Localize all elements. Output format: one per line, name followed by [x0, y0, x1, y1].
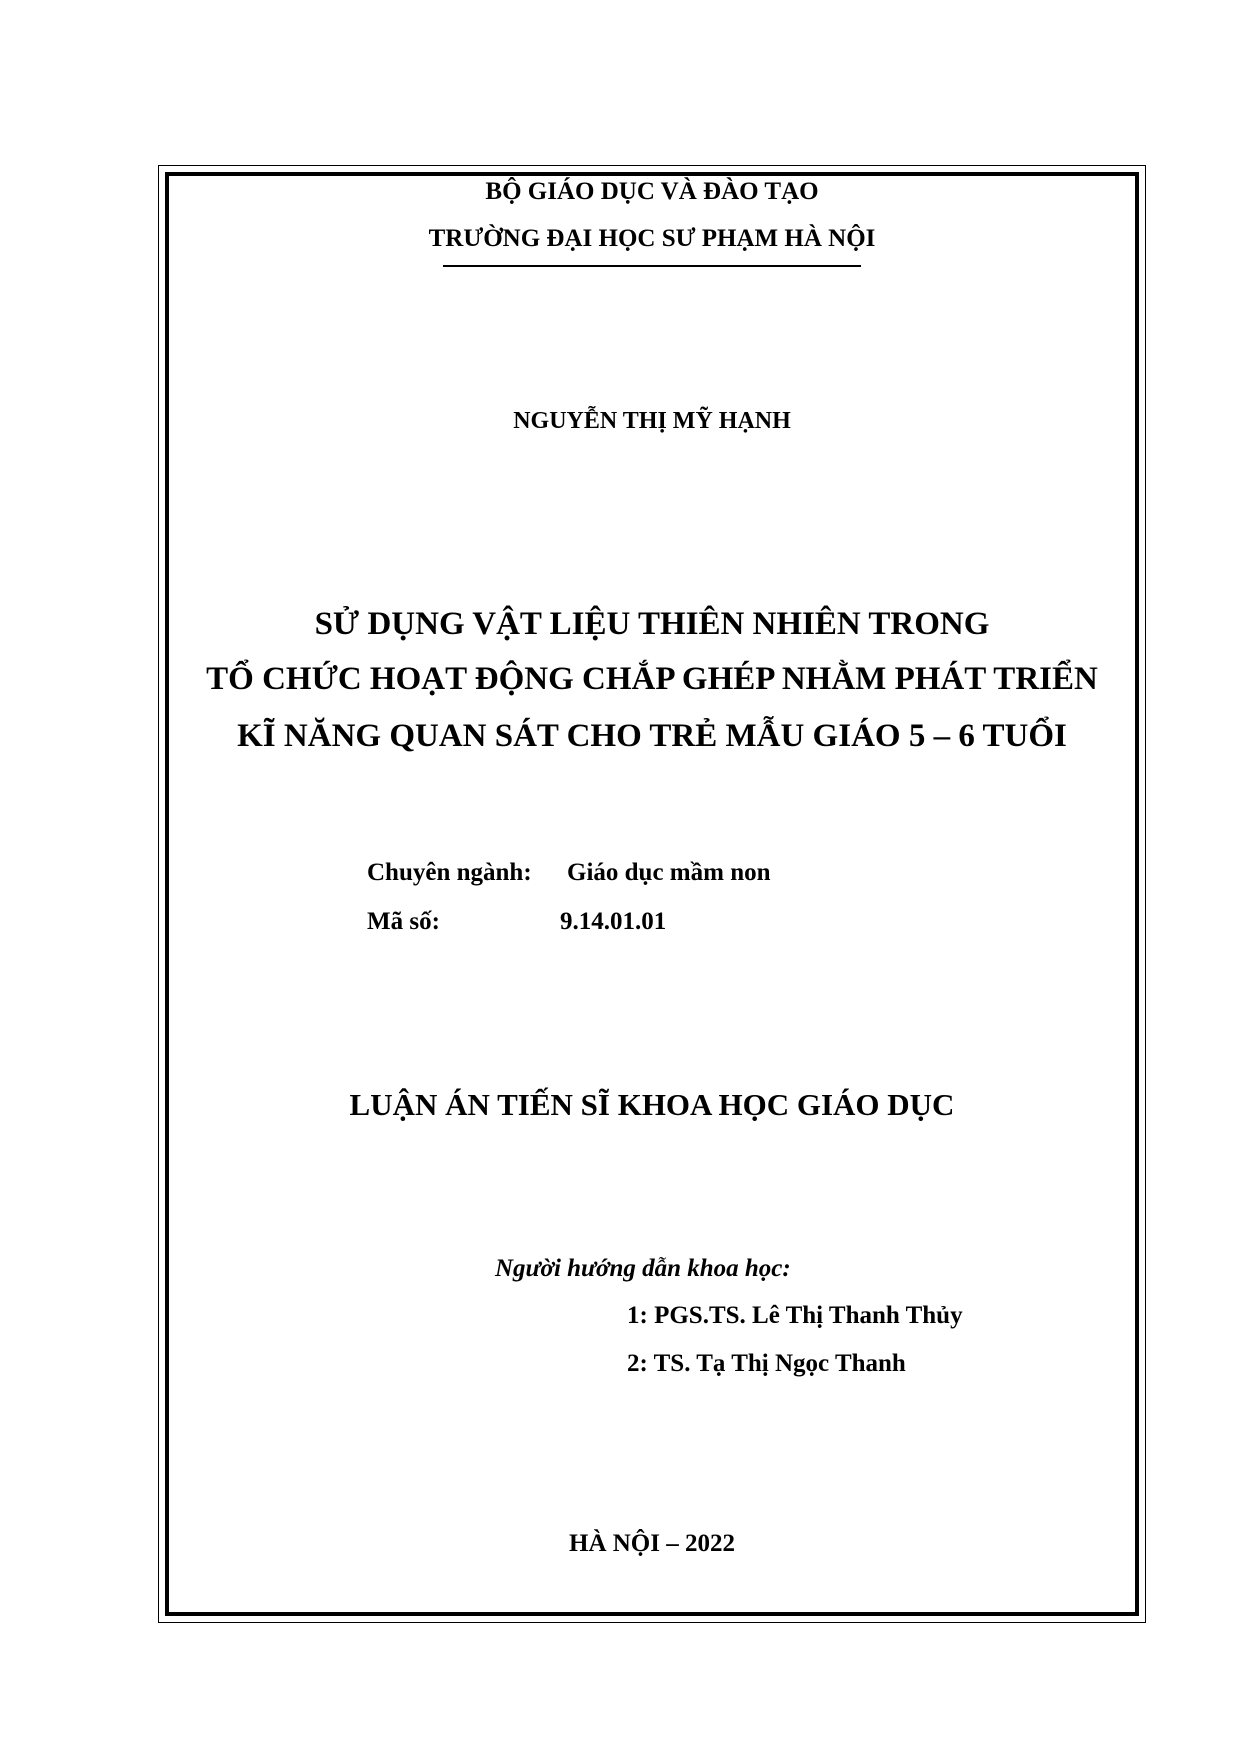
ministry-name: BỘ GIÁO DỤC VÀ ĐÀO TẠO [485, 178, 819, 205]
university-name: TRƯỜNG ĐẠI HỌC SƯ PHẠM HÀ NỘI [428, 225, 876, 252]
major-label: Chuyên ngành: [367, 859, 532, 886]
supervisor-2: 2: TS. Tạ Thị Ngọc Thanh [627, 1350, 906, 1377]
header-divider [443, 265, 861, 267]
supervisor-1: 1: PGS.TS. Lê Thị Thanh Thủy [627, 1302, 963, 1329]
thesis-title-line-1: SỬ DỤNG VẬT LIỆU THIÊN NHIÊN TRONG [314, 606, 990, 642]
thesis-title-line-3: KĨ NĂNG QUAN SÁT CHO TRẺ MẪU GIÁO 5 – 6 TUỔI [237, 718, 1067, 754]
thesis-title-line-2: TỔ CHỨC HOẠT ĐỘNG CHẮP GHÉP NHẰM PHÁT TRIỂN [206, 661, 1098, 697]
major-value: Giáo dục mầm non [567, 859, 771, 886]
code-value: 9.14.01.01 [560, 908, 667, 935]
place-year: HÀ NỘI – 2022 [569, 1530, 735, 1557]
code-label: Mã số: [367, 908, 440, 935]
inner-border [165, 172, 1139, 1616]
supervisors-label: Người hướng dẫn khoa học: [495, 1255, 791, 1282]
degree-title: LUẬN ÁN TIẾN SĨ KHOA HỌC GIÁO DỤC [349, 1087, 955, 1122]
author-name: NGUYỄN THỊ MỸ HẠNH [513, 408, 791, 434]
